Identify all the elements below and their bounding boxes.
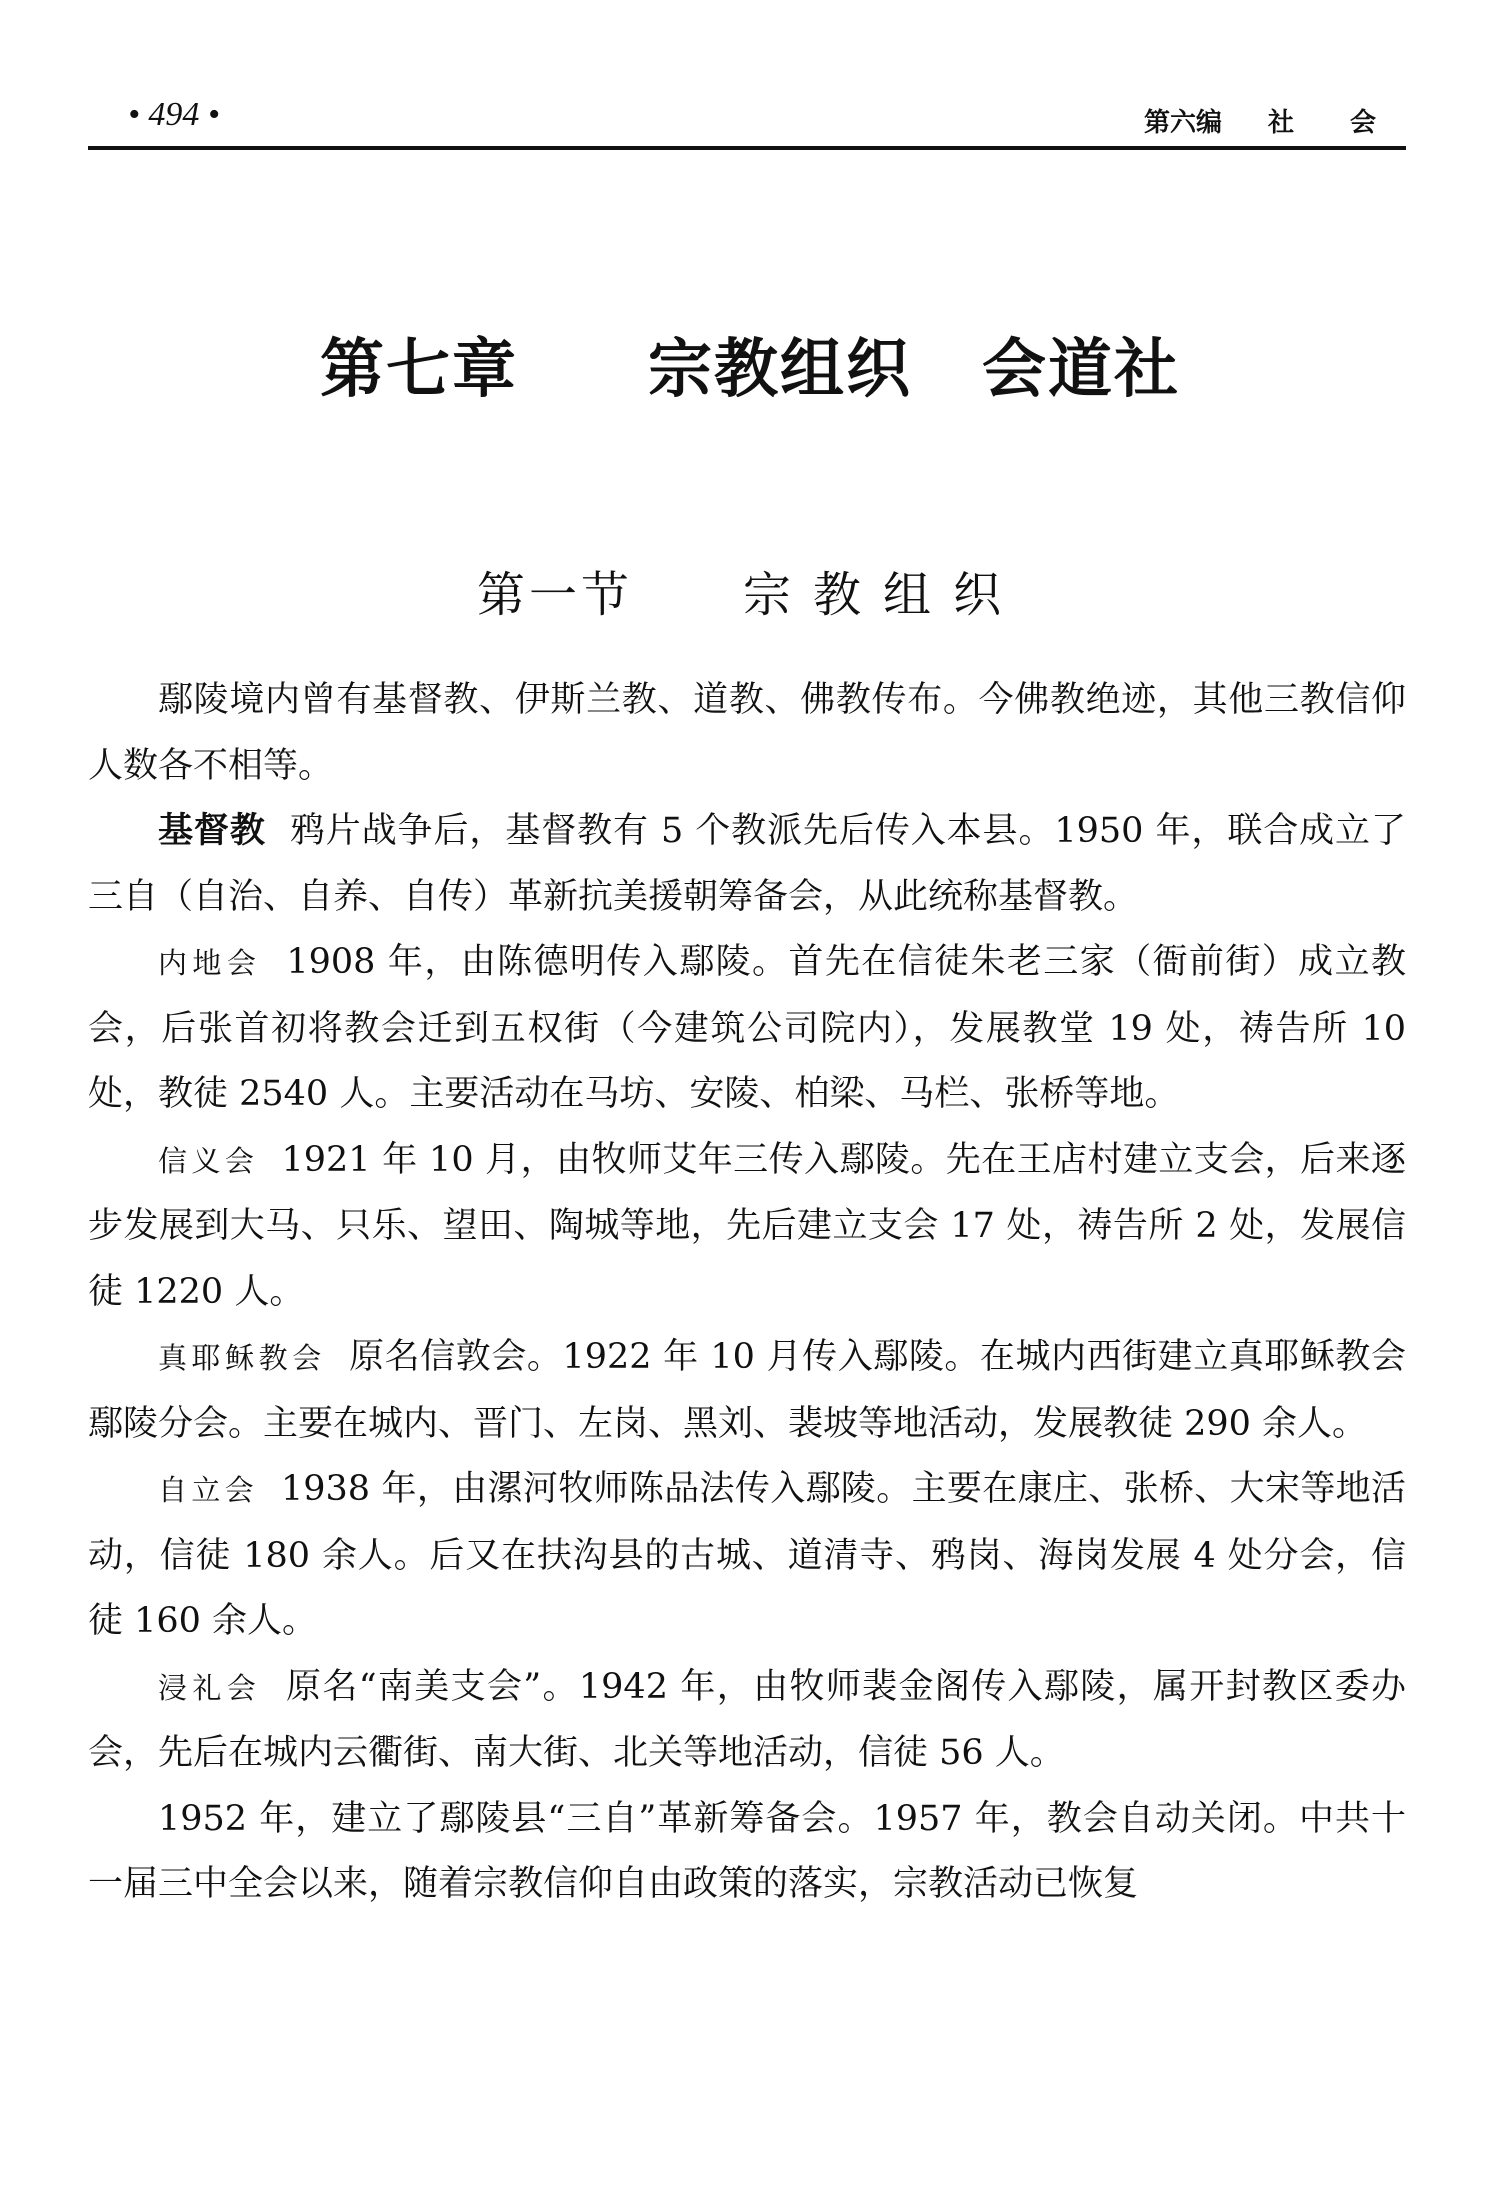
term-xinyi: 信义会 [158, 1143, 259, 1178]
paragraph-zili-text: 1938 年，由漯河牧师陈品法传入鄢陵。主要在康庄、张桥、大宋等地活动，信徒 180 余人。后又在扶沟县的古城、道清寺、鸦岗、海岗发展 4 处分会，信徒 160 余人。 [88, 1469, 1406, 1641]
running-head-word-1: 社 [1267, 108, 1294, 138]
section-number: 第一节 [476, 567, 633, 623]
header-rule [88, 146, 1406, 150]
paragraph-neidi [88, 930, 1406, 1128]
running-head-word-2: 会 [1349, 108, 1376, 138]
paragraph-intro: 鄢陵境内曾有基督教、伊斯兰教、道教、佛教传布。今佛教绝迹，其他三教信仰人数各不相等。 [88, 680, 1406, 786]
running-head [1144, 102, 1376, 139]
page-number: • 494 • [128, 96, 220, 133]
term-zili: 自立会 [158, 1473, 259, 1507]
paragraph-closing: 1952 年，建立了鄢陵县“三自”革新筹备会。1957 年，教会自动关闭。中共十一届三中全会以来，随着宗教信仰自由政策的落实，宗教活动已恢复 [88, 1798, 1406, 1904]
chapter-title-part-2: 会道社 [982, 333, 1180, 407]
paragraph-zhenyesu [88, 1325, 1406, 1457]
paragraph-jinli-text: 原名“南美支会”。1942 年，由牧师裴金阁传入鄢陵，属开封教区委办会，先后在城内云衢街、南大街、北关等地活动，信徒 56 人。 [88, 1666, 1406, 1773]
paragraph-christianity-text: 鸦片战争后，基督教有 5 个教派先后传入本县。1950 年，联合成立了三自（自治、自养、自传）革新抗美援朝筹备会，从此统称基督教。 [88, 811, 1406, 917]
body-text [88, 668, 1406, 1918]
running-head-part: 第六编 [1143, 108, 1222, 138]
paragraph-zili [88, 1457, 1406, 1655]
chapter-number: 第七章 [320, 333, 518, 407]
paragraph-xinyi [88, 1128, 1406, 1326]
term-jinli: 浸礼会 [158, 1670, 262, 1705]
page-header [88, 96, 1406, 142]
term-neidi: 内地会 [158, 946, 262, 980]
paragraph-christianity [88, 799, 1406, 930]
term-zhenyesu: 真耶稣教会 [158, 1341, 326, 1375]
paragraph-xinyi-text: 1921 年 10 月，由牧师艾年三传入鄢陵。先在王店村建立支会，后来逐步发展到大马、只乐、望田、陶城等地，先后建立支会 17 处，祷告所 2 处，发展信徒 1220 人。 [88, 1139, 1406, 1312]
paragraph-zhenyesu-text: 原名信敦会。1922 年 10 月传入鄢陵。在城内西街建立真耶稣教会鄢陵分会。主要在城内、晋门、左岗、黑刘、裴坡等地活动，发展教徒 290 余人。 [88, 1337, 1406, 1444]
section-title [0, 556, 1500, 625]
chapter-title [0, 318, 1500, 410]
paragraph-jinli [88, 1655, 1406, 1787]
chapter-title-part-1: 宗教组织 [648, 333, 912, 407]
term-christianity: 基督教 [158, 811, 266, 851]
section-name: 宗教组织 [743, 567, 1024, 623]
paragraph-neidi-text: 1908 年，由陈德明传入鄢陵。首先在信徒朱老三家（衙前街）成立教会，后张首初将教会迁到五权街（今建筑公司院内），发展教堂 19 处，祷告所 10 处，教徒 2540 人。主要活动在马坊、安陵、柏梁、马栏、张桥等地。 [88, 942, 1406, 1114]
